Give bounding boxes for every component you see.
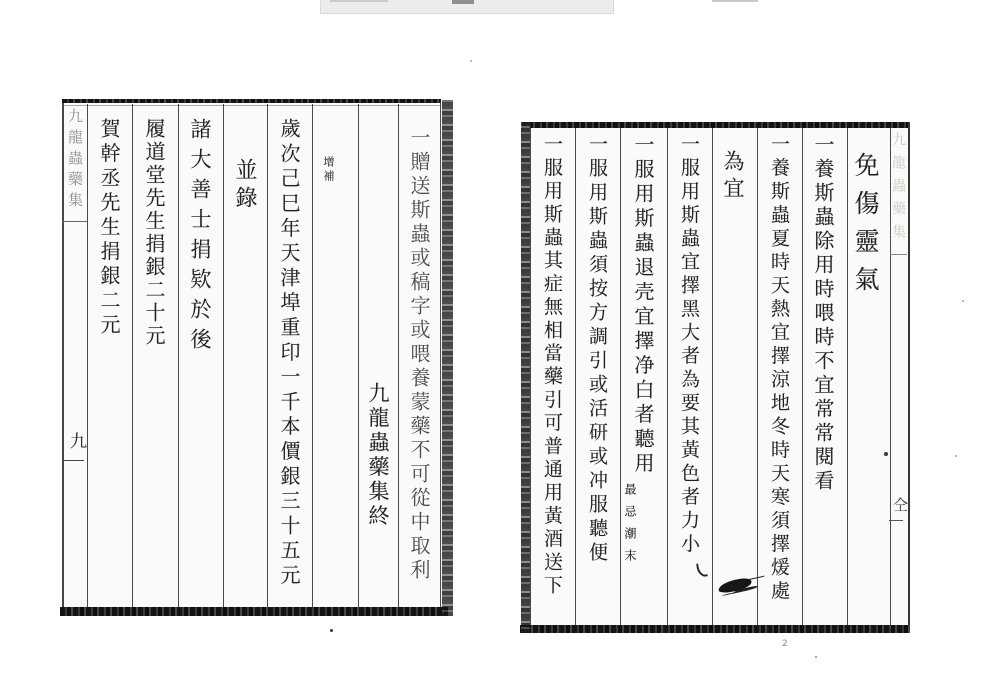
rp-column-section-header: 免傷靈氣 (851, 152, 880, 304)
lp-column-donor-1: 履道堂先生捐銀二十元 (142, 118, 166, 348)
lp-column-also-recorded: 並錄 (232, 158, 257, 214)
left-page-right-border (440, 100, 441, 607)
right-page-gutter-shadow (521, 122, 530, 633)
column-divider (757, 128, 758, 625)
left-page-top-inner-line (62, 105, 441, 106)
speckle (470, 60, 472, 62)
column-divider (575, 128, 576, 625)
page-number: 九 (66, 432, 86, 449)
scan-artifact-dash (712, 0, 758, 2)
rp-column-rule-2-continuation: 為宜 (721, 150, 745, 204)
column-divider (398, 104, 399, 607)
speckle (815, 656, 817, 658)
column-divider (847, 128, 848, 625)
speckle (955, 455, 957, 457)
page-number-underline (64, 460, 84, 461)
pencil-page-mark: 2 (782, 639, 788, 649)
column-divider (802, 128, 803, 625)
lp-column-donation-rule: 一贈送斯蟲或稿字或喂養蒙藥不可從中取利 (407, 127, 431, 583)
left-page-gutter-shadow (442, 100, 453, 616)
rp-column-rule-3: 一服用斯蟲宜擇黑大者為要其黃色者力小 (678, 134, 700, 557)
right-page-top-border (522, 122, 908, 128)
rp-column-rule-5: 一服用斯蟲須按方調引或活研或冲服聽便 (586, 134, 608, 566)
rp-column-rule-1: 一養斯蟲除用時喂時不宜常常閱看 (811, 134, 835, 494)
speckle (330, 629, 333, 632)
scan-artifact-dash (330, 0, 388, 2)
left-page-bottom-border (60, 607, 448, 616)
speckle (962, 300, 964, 302)
banxin-divider (890, 254, 907, 255)
lp-small-annotation: 增補 (322, 156, 335, 184)
column-divider (312, 104, 313, 607)
scan-artifact-tab (452, 0, 474, 4)
right-page-left-border (530, 122, 531, 625)
rp-column-rule-4: 一服用斯蟲退壳宜擇净白者聽用 (631, 134, 655, 477)
column-divider (267, 104, 268, 607)
column-divider (178, 104, 179, 607)
column-divider (132, 104, 133, 607)
lp-column-benefactors: 諸大善士捐欵於後 (188, 118, 212, 358)
left-page-top-border (62, 99, 441, 103)
speckle (884, 452, 888, 456)
column-divider (223, 104, 224, 607)
margin-mark-underline (889, 520, 903, 521)
banxin-title: 九龍蟲藥集 (66, 108, 84, 213)
column-divider (620, 128, 621, 625)
lp-column-donor-2: 賀幹丞先生捐銀二元 (97, 118, 121, 339)
rp-column-rule-6: 一服用斯蟲其症無相當藥引可普通用黃酒送下 (541, 134, 563, 598)
lp-column-book-end: 九龍蟲藥集終 (366, 382, 390, 529)
lp-column-reprint-notice: 歲次己巳年天津埠重印一千本價銀三十五元 (277, 118, 301, 590)
banxin-divider (62, 221, 87, 222)
rp-column-rule-2: 一養斯蟲夏時天熱宜擇涼地冬時天寒須擇煖處 (768, 134, 790, 604)
column-divider (712, 128, 713, 625)
banxin-title: 九龍蟲藥集 (890, 132, 906, 247)
rp-inline-note: 最忌潮末 (623, 483, 637, 571)
column-divider (667, 128, 668, 625)
right-page-bottom-border (520, 625, 910, 633)
column-divider (358, 104, 359, 607)
column-divider (87, 104, 88, 607)
page-duplicate-mark: 仝 (891, 497, 909, 512)
